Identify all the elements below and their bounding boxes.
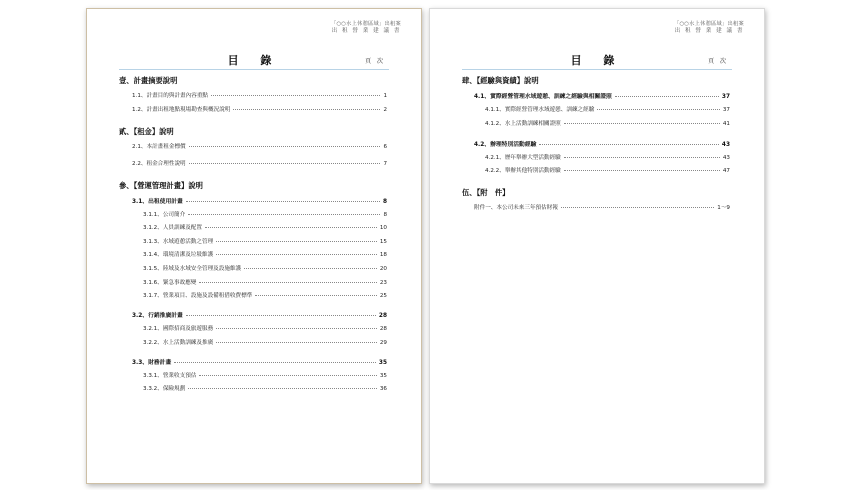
- section-heading: 壹、計畫摘要說明: [119, 76, 178, 85]
- toc-entry-page: 15: [379, 239, 387, 245]
- header-line2: 出 租 營 業 建 議 書: [331, 28, 401, 34]
- toc-entry-page: 2: [383, 107, 387, 113]
- toc-entry-label: 3.2、行銷推廣計畫: [132, 313, 183, 319]
- toc-entry[interactable]: [132, 142, 387, 151]
- dot-leader: [199, 375, 376, 376]
- toc-entry-label: 3.1.5、陸域及水域安全管理及設施維護: [143, 266, 242, 272]
- toc-entry-label: 2.2、租金合理性說明: [132, 161, 186, 167]
- toc-entry-page: 8: [382, 199, 387, 205]
- dot-leader: [233, 109, 380, 110]
- toc-entry[interactable]: [474, 139, 730, 148]
- toc-entry[interactable]: [143, 324, 387, 333]
- toc-entry[interactable]: [143, 237, 387, 246]
- toc-entry-label: 4.2.1、歷年舉辦大型活動經驗: [485, 155, 561, 161]
- toc-entry[interactable]: [485, 153, 730, 162]
- toc-entry[interactable]: [143, 338, 387, 347]
- page-header: [674, 21, 744, 35]
- dot-leader: [186, 315, 376, 316]
- dot-leader: [216, 328, 377, 329]
- toc-entry-page: 28: [378, 313, 387, 319]
- dot-leader: [561, 207, 714, 208]
- toc-entry[interactable]: [485, 119, 730, 128]
- toc-entry-page: 41: [722, 121, 730, 127]
- dot-leader: [244, 268, 377, 269]
- toc-entry[interactable]: [143, 210, 387, 219]
- section-heading: 肆、【經驗與資績】說明: [462, 76, 539, 85]
- page-column-label: 頁 次: [708, 58, 728, 65]
- toc-entry-label: 4.2.2、舉辦其他特別活動經驗: [485, 168, 561, 174]
- dot-leader: [211, 95, 380, 96]
- toc-entry[interactable]: [143, 384, 387, 393]
- toc-entry-label: 4.1.2、水上活動訓練相關證照: [485, 121, 561, 127]
- toc-entry-label: 3.2.1、國際招商及旅遊服務: [143, 326, 214, 332]
- toc-entry-page: 29: [379, 340, 387, 346]
- header-line1: 「○○水上休憩區域」出租案: [673, 21, 744, 27]
- document-page-right: [429, 8, 765, 484]
- toc-entry-page: 43: [721, 142, 730, 148]
- toc-entry-label: 附件一、本公司未來三年預估財報: [474, 205, 558, 211]
- toc-title: 目 錄: [227, 54, 281, 67]
- toc-entry-label: 2.1、本計畫租金標價: [132, 144, 186, 150]
- toc-entry-page: 43: [722, 155, 730, 161]
- dot-leader: [216, 254, 377, 255]
- toc-title-bar: [462, 55, 732, 70]
- toc-entry-page: 10: [379, 225, 387, 231]
- dot-leader: [186, 201, 380, 202]
- toc-entry-page: 37: [722, 107, 730, 113]
- page-column-label: 頁 次: [365, 58, 385, 65]
- dot-leader: [564, 123, 720, 124]
- toc-entry-label: 3.1.3、水域遊憩活動之管理: [143, 239, 214, 245]
- toc-entry-page: 35: [379, 373, 387, 379]
- toc-entry-page: 1: [383, 93, 387, 99]
- toc-entry-page: 1～9: [717, 205, 730, 211]
- dot-leader: [189, 163, 381, 164]
- toc-entry[interactable]: [132, 91, 387, 100]
- toc-entry[interactable]: [132, 105, 387, 114]
- toc-entry-label: 3.1.6、緊急事故應變: [143, 280, 197, 286]
- dot-leader: [564, 157, 720, 158]
- toc-entry[interactable]: [474, 203, 730, 212]
- toc-entry-page: 25: [379, 293, 387, 299]
- toc-entry-page: 28: [379, 326, 387, 332]
- toc-entry-page: 8: [383, 212, 387, 218]
- dot-leader: [188, 388, 377, 389]
- toc-entry[interactable]: [474, 91, 730, 100]
- toc-entry-page: 7: [383, 161, 387, 167]
- toc-entry-label: 3.1.7、營業項目、設施及設備租借收費標準: [143, 293, 253, 299]
- dot-leader: [615, 96, 719, 97]
- dot-leader: [189, 146, 381, 147]
- dot-leader: [216, 241, 377, 242]
- page-header: [331, 21, 401, 35]
- toc-entry[interactable]: [143, 278, 387, 287]
- dot-leader: [174, 362, 376, 363]
- toc-entry-label: 4.2、辦理特別活動經驗: [474, 142, 537, 148]
- dot-leader: [216, 342, 377, 343]
- toc-entry-label: 4.1、實際經營管理水域遊憩、訓練之經驗與相關證照: [474, 94, 612, 100]
- dot-leader: [188, 214, 380, 215]
- toc-entry-label: 3.1.1、公司簡介: [143, 212, 186, 218]
- toc-title: 目 錄: [570, 54, 624, 67]
- toc-entry-page: 23: [379, 280, 387, 286]
- toc-entry[interactable]: [485, 166, 730, 175]
- toc-entry-label: 3.3.1、營業收支預估: [143, 373, 197, 379]
- section-heading: 參、【營運管理計畫】說明: [119, 181, 203, 190]
- toc-entry[interactable]: [143, 223, 387, 232]
- toc-entry[interactable]: [132, 310, 387, 319]
- toc-entry-page: 36: [379, 386, 387, 392]
- toc-entry-page: 37: [721, 94, 730, 100]
- section-heading: 伍、【附 件】: [462, 188, 510, 197]
- toc-entry[interactable]: [143, 291, 387, 300]
- toc-entry[interactable]: [132, 357, 387, 366]
- toc-entry-page: 18: [379, 252, 387, 258]
- header-line1: 「○○水上休憩區域」出租案: [330, 21, 401, 27]
- dot-leader: [564, 170, 720, 171]
- dot-leader: [539, 144, 718, 145]
- toc-entry[interactable]: [132, 159, 387, 168]
- header-line2: 出 租 營 業 建 議 書: [674, 28, 744, 34]
- toc-entry-label: 1.2、計畫出租地點現場勘查與概況說明: [132, 107, 231, 113]
- dot-leader: [597, 109, 720, 110]
- toc-entry[interactable]: [143, 250, 387, 259]
- dot-leader: [205, 227, 377, 228]
- toc-entry-page: 47: [722, 168, 730, 174]
- toc-entry-label: 3.1.4、環境清潔及垃圾維護: [143, 252, 214, 258]
- toc-entry-label: 3.1.2、人員訓練及配置: [143, 225, 202, 231]
- dot-leader: [199, 282, 376, 283]
- toc-entry-page: 20: [379, 266, 387, 272]
- document-page-left: [86, 8, 422, 484]
- toc-entry-label: 4.1.1、實際經營管理水域遊憩、訓練之經驗: [485, 107, 595, 113]
- toc-entry-label: 3.2.2、水上活動訓練及推廣: [143, 340, 214, 346]
- toc-entry[interactable]: [485, 105, 730, 114]
- toc-entry-page: 35: [378, 360, 387, 366]
- section-heading: 貳、【租金】說明: [119, 127, 174, 136]
- toc-entry-page: 6: [383, 144, 387, 150]
- toc-entry[interactable]: [143, 264, 387, 273]
- toc-entry-label: 3.3、財務計畫: [132, 360, 172, 366]
- dot-leader: [255, 295, 377, 296]
- toc-title-bar: [119, 55, 389, 70]
- toc-entry-label: 3.3.2、保險規劃: [143, 386, 186, 392]
- toc-entry-label: 1.1、計畫目的與計畫內容重點: [132, 93, 209, 99]
- toc-entry[interactable]: [132, 196, 387, 205]
- toc-entry[interactable]: [143, 371, 387, 380]
- toc-entry-label: 3.1、出租使用計畫: [132, 199, 183, 205]
